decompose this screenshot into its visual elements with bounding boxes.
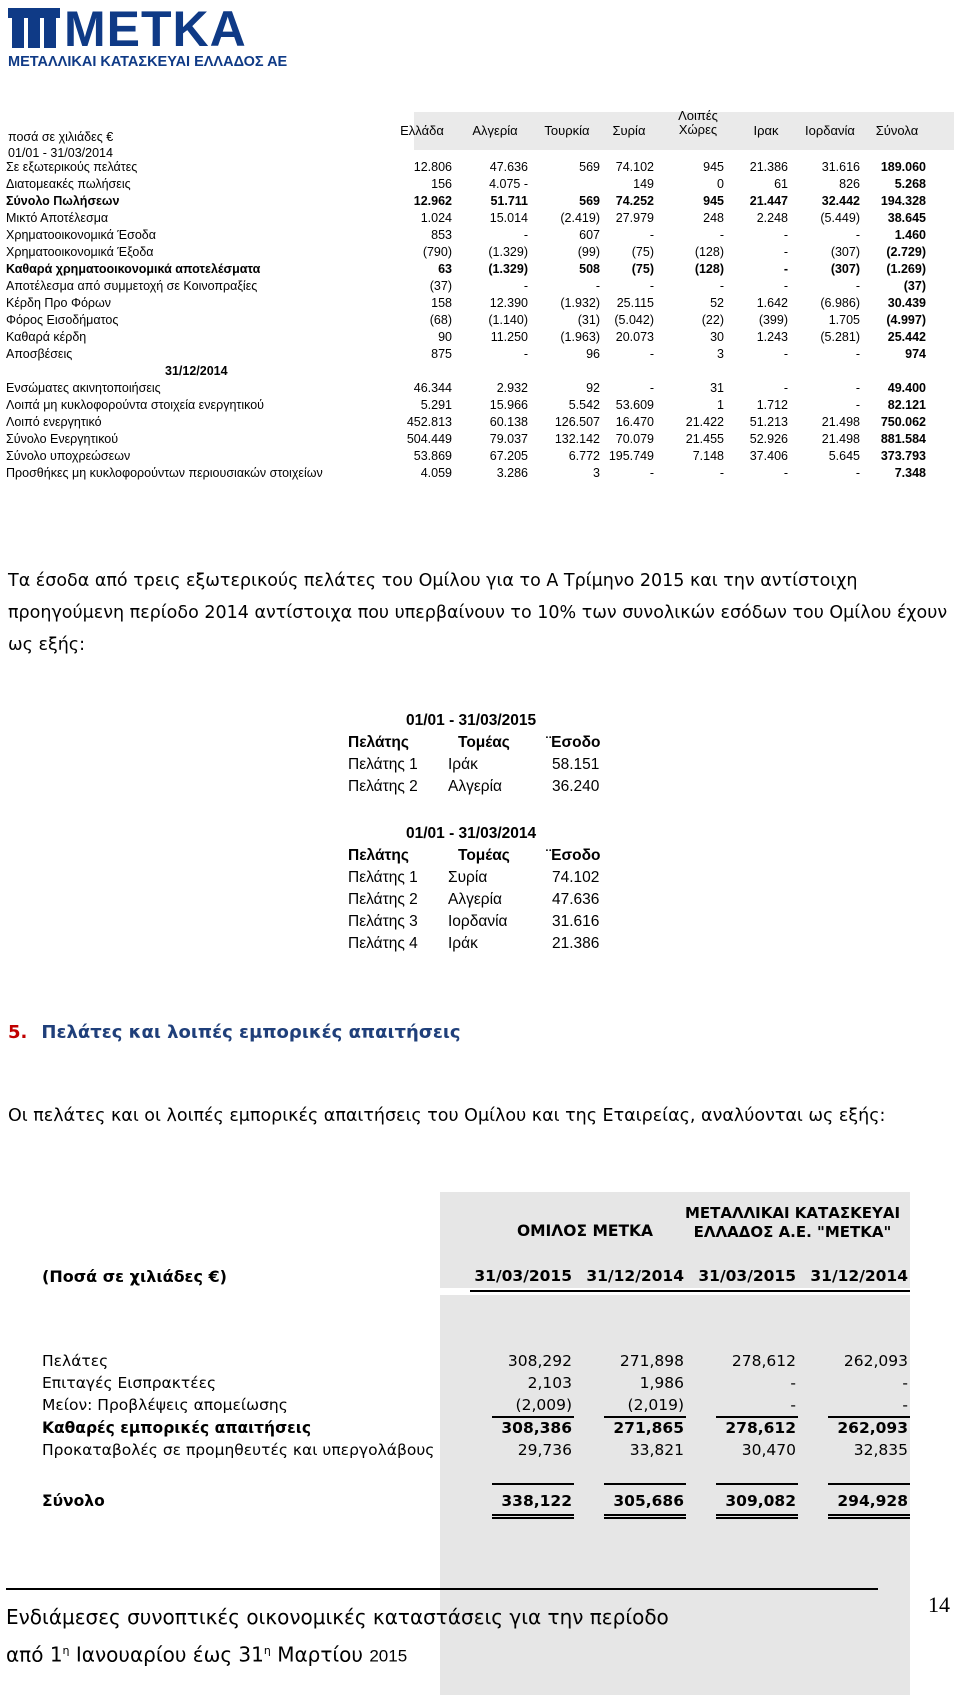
table-cell: 51.213 <box>749 415 788 429</box>
table-cell: 1.642 <box>756 296 788 310</box>
table-cell: 21.455 <box>685 432 724 446</box>
row-label: Μικτό Αποτέλεσμα <box>6 211 109 225</box>
table-cell: 21.447 <box>749 194 788 208</box>
table-cell: - <box>523 279 528 293</box>
table-cell: 945 <box>703 194 724 208</box>
table-cell: 31 <box>710 381 724 395</box>
col-header: Ιρακ <box>753 123 779 138</box>
table-cell: 0 <box>717 177 724 191</box>
table-cell: 3 <box>593 466 600 480</box>
section-number: 5. <box>8 1022 28 1043</box>
table-cell: (5.042) <box>614 313 654 327</box>
row-label: Καθαρά χρηματοοικονομικά αποτελέσματα <box>6 262 261 276</box>
table-cell: (307) <box>830 262 860 276</box>
table-cell: (2,009) <box>515 1396 572 1414</box>
table-cell: 3 <box>717 347 724 361</box>
table-cell: - <box>719 279 724 293</box>
table-cell: 25.442 <box>887 330 926 344</box>
row-label: Χρηματοοικονομικά Έξοδα <box>6 245 154 259</box>
col-header: 31/03/2015 <box>698 1267 796 1285</box>
table-cell: 30.439 <box>887 296 926 310</box>
table-cell: 11.250 <box>490 330 528 344</box>
total-row <box>40 1492 910 1512</box>
table-cell: 31.616 <box>821 160 860 174</box>
table-cell: (1.963) <box>560 330 600 344</box>
table-cell: 853 <box>431 228 452 242</box>
table-row <box>40 1374 910 1394</box>
table-cell: - <box>902 1374 908 1392</box>
col-header: 31/12/2014 <box>586 1267 684 1285</box>
table-cell: - <box>790 1374 796 1392</box>
table-cell: 25.115 <box>616 296 654 310</box>
table-cell: 30,470 <box>741 1441 796 1459</box>
client-name: Πελάτης 3 <box>348 913 418 930</box>
row-label: Λοιπά μη κυκλοφορούντα στοιχεία ενεργητικού <box>6 398 264 412</box>
table-cell: (2.419) <box>560 211 600 225</box>
table-cell: (128) <box>694 262 724 276</box>
row-label: Προσθήκες μη κυκλοφορούντων περιουσιακών στοιχείων <box>6 466 323 480</box>
table-cell: 271,898 <box>619 1352 684 1370</box>
row-label: Λοιπό ενεργητικό <box>6 415 102 429</box>
table-cell: 63 <box>438 262 452 276</box>
section-heading <box>8 1022 461 1043</box>
footer-divider <box>6 1588 878 1590</box>
table-cell: 248 <box>703 211 724 225</box>
table-cell: 67.205 <box>489 449 528 463</box>
table-row <box>0 262 960 279</box>
table-cell: 47.636 <box>489 160 528 174</box>
row-label: Μείον: Προβλέψεις απομείωσης <box>42 1396 288 1414</box>
table-cell: 21.498 <box>821 432 860 446</box>
row-label: Αποτέλεσμα από συμμετοχή σε Κοινοπραξίες <box>6 279 258 293</box>
table-cell: (22) <box>701 313 724 327</box>
unit-label: ποσά σε χιλιάδες € <box>8 130 114 144</box>
table-cell: 1.712 <box>756 398 788 412</box>
table-cell: (399) <box>758 313 788 327</box>
table-cell: 156 <box>431 177 452 191</box>
table-row <box>0 194 960 211</box>
table-cell: 37.406 <box>749 449 788 463</box>
table-cell: 132.142 <box>554 432 600 446</box>
table-cell: 189.060 <box>880 160 926 174</box>
table-row <box>0 313 960 330</box>
table-row <box>40 1352 910 1372</box>
group-header-line: ΜΕΤΑΛΛΙΚΑΙ ΚΑΤΑΣΚΕΥΑΙ <box>684 1204 901 1222</box>
col-header: Αλγερία <box>472 123 518 138</box>
table-cell: 4.075 - <box>489 177 528 191</box>
table-row <box>0 228 960 245</box>
client-revenue: 58.151 <box>552 756 600 773</box>
footer-line-2 <box>6 1634 669 1674</box>
metka-logo-icon <box>8 6 60 50</box>
table-row <box>0 279 960 296</box>
table-cell: - <box>855 347 860 361</box>
row-label: Σύνολο Ενεργητικού <box>6 432 119 446</box>
col-header: Λοιπές Χώρες <box>678 108 718 137</box>
table-cell: (75) <box>631 262 654 276</box>
table-cell: (31) <box>577 313 600 327</box>
intro-paragraph: Τα έσοδα από τρεις εξωτερικούς πελάτες του Ομίλου για το Α Τρίμηνο 2015 και την αντίστοιχη προηγούμενη περίοδο 2014 αντίστοιχα που υπερβαίνουν το 10% των συνολικών εσόδων του Ομίλου έχουν ως εξής: <box>8 571 948 655</box>
table-cell: 149 <box>633 177 654 191</box>
table-cell: 2.932 <box>496 381 528 395</box>
table-cell: 126.507 <box>554 415 600 429</box>
table-cell: 504.449 <box>406 432 452 446</box>
header-sector: Τομέας <box>458 847 510 864</box>
table-cell: 21.422 <box>685 415 724 429</box>
row-label: Κέρδη Προ Φόρων <box>6 296 112 310</box>
header-client: Πελάτης <box>348 847 409 864</box>
table-cell: 278,612 <box>725 1419 796 1437</box>
table-cell: (2.729) <box>886 245 926 259</box>
table-cell: - <box>855 398 860 412</box>
table-cell: 1.243 <box>756 330 788 344</box>
table-cell: 53.869 <box>413 449 452 463</box>
table-row <box>0 347 960 364</box>
col-header: Τουρκία <box>544 123 590 138</box>
table-cell: - <box>719 466 724 480</box>
table-cell: 51.711 <box>490 194 528 208</box>
table-cell: 15.966 <box>489 398 528 412</box>
table-cell: 74.102 <box>615 160 654 174</box>
table-cell: 5.291 <box>420 398 452 412</box>
group-header-consolidated: ΟΜΙΛΟΣ ΜΕΤΚΑ <box>516 1222 654 1240</box>
client-row <box>348 869 628 891</box>
row-label: Προκαταβολές σε προμηθευτές και υπεργολάβους <box>42 1441 435 1459</box>
table-cell: (2,019) <box>627 1396 684 1414</box>
table-cell: 53.609 <box>615 398 654 412</box>
clients-header-row <box>348 734 628 756</box>
table-cell: - <box>855 466 860 480</box>
table-cell: (1.329) <box>488 262 528 276</box>
table-cell: 569 <box>579 194 600 208</box>
table-cell: 974 <box>905 347 926 361</box>
col-header: Σύνολα <box>875 123 919 138</box>
table-cell: 569 <box>579 160 600 174</box>
table-cell: 875 <box>431 347 452 361</box>
row-label: Πελάτες <box>42 1352 109 1370</box>
table-cell: 46.344 <box>413 381 452 395</box>
table-cell: 6.772 <box>568 449 600 463</box>
table-cell: (37) <box>429 279 452 293</box>
client-name: Πελάτης 1 <box>348 869 418 886</box>
table-row <box>0 211 960 228</box>
table-cell: 338,122 <box>501 1492 572 1510</box>
table-cell: - <box>719 228 724 242</box>
table-cell: 92 <box>586 381 600 395</box>
table-cell: - <box>783 262 788 276</box>
row-label: Χρηματοοικονομικά Έσοδα <box>6 228 156 242</box>
table-cell: 15.014 <box>489 211 528 225</box>
table-cell: 945 <box>703 160 724 174</box>
table-cell: (1.329) <box>488 245 528 259</box>
table-cell: - <box>783 347 788 361</box>
table-cell: - <box>783 279 788 293</box>
table-row <box>0 449 960 466</box>
table-cell: 12.962 <box>413 194 452 208</box>
table-cell: 49.400 <box>887 381 926 395</box>
row-label: Επιταγές Εισπρακτέες <box>42 1374 217 1392</box>
table-cell: (6.986) <box>820 296 860 310</box>
table-cell: 262,093 <box>837 1419 908 1437</box>
group-header-company <box>675 1204 910 1242</box>
table-cell: 7.348 <box>894 466 926 480</box>
client-sector: Ιράκ <box>448 935 478 952</box>
table-cell: 16.470 <box>615 415 654 429</box>
footer-line-1: Ενδιάμεσες συνοπτικές οικονομικές καταστάσεις για την περίοδο <box>6 1605 669 1629</box>
client-sector: Αλγερία <box>448 891 502 908</box>
client-revenue: 47.636 <box>552 891 600 908</box>
row-label: Σύνολο Πωλήσεων <box>6 194 120 208</box>
table-cell: 271,865 <box>613 1419 684 1437</box>
table-cell: 61 <box>774 177 788 191</box>
row-label: Σύνολο <box>42 1492 105 1510</box>
table-row <box>0 245 960 262</box>
table-cell: 305,686 <box>613 1492 684 1510</box>
table-cell: - <box>783 381 788 395</box>
footer-part: από 1 <box>6 1642 63 1667</box>
company-logo <box>8 1 288 70</box>
table-cell: 309,082 <box>725 1492 796 1510</box>
table-cell: (5.449) <box>820 211 860 225</box>
logo-name: METKA <box>64 1 247 57</box>
client-revenue: 36.240 <box>552 778 600 795</box>
table-cell: 607 <box>579 228 600 242</box>
table-cell: 4.059 <box>420 466 452 480</box>
col-header: Συρία <box>612 123 646 138</box>
table-row <box>40 1441 910 1461</box>
table-cell: 7.148 <box>692 449 724 463</box>
table-cell: 82.121 <box>887 398 926 412</box>
table-row <box>0 330 960 347</box>
row-label: Σε εξωτερικούς πελάτες <box>6 160 138 174</box>
row-label: Διατομεακές πωλήσεις <box>6 177 131 191</box>
table-cell: 5.645 <box>828 449 860 463</box>
footer-part: Ιανουαρίου έως 31 <box>69 1642 264 1667</box>
table-cell: (4.997) <box>886 313 926 327</box>
footer-text <box>6 1600 669 1674</box>
client-revenue: 31.616 <box>552 913 600 930</box>
client-sector: Συρία <box>448 869 488 886</box>
table-cell: (790) <box>422 245 452 259</box>
table-cell: (75) <box>631 245 654 259</box>
table-cell: 74.252 <box>615 194 654 208</box>
table-cell: - <box>855 381 860 395</box>
table-cell: - <box>783 245 788 259</box>
table-cell: 308,386 <box>501 1419 572 1437</box>
table-cell: 373.793 <box>880 449 926 463</box>
table-cell: - <box>783 228 788 242</box>
col-header: Ελλάδα <box>400 123 444 138</box>
table-cell: 1.460 <box>894 228 926 242</box>
table-cell: 70.079 <box>615 432 654 446</box>
table-cell: 750.062 <box>880 415 926 429</box>
table-cell: - <box>649 228 654 242</box>
table-cell: 32.442 <box>821 194 860 208</box>
client-name: Πελάτης 2 <box>348 778 418 795</box>
row-label: Ενσώματες ακινητοποιήσεις <box>6 381 161 395</box>
table-cell: 20.073 <box>615 330 654 344</box>
table-cell: 52.926 <box>749 432 788 446</box>
table-cell: 12.390 <box>489 296 528 310</box>
section-title: Πελάτες και λοιπές εμπορικές απαιτήσεις <box>41 1022 461 1043</box>
table-cell: 60.138 <box>489 415 528 429</box>
table-cell: - <box>523 228 528 242</box>
table-cell: - <box>855 228 860 242</box>
client-sector: Ιορδανία <box>448 913 508 930</box>
clients-header-row <box>348 847 628 869</box>
table-cell: 3.286 <box>496 466 528 480</box>
client-sector: Ιράκ <box>448 756 478 773</box>
table-cell: (99) <box>577 245 600 259</box>
client-name: Πελάτης 2 <box>348 891 418 908</box>
table-cell: 90 <box>438 330 452 344</box>
row-label: Σύνολο υποχρεώσεων <box>6 449 131 463</box>
header-sector: Τομέας <box>458 734 510 751</box>
table-cell: 32,835 <box>853 1441 908 1459</box>
table-cell: 1.024 <box>420 211 452 225</box>
table-cell: (1.269) <box>886 262 926 276</box>
table-row <box>0 160 960 177</box>
period-label: 01/01 - 31/03/2014 <box>8 146 113 160</box>
table-cell: 5.542 <box>568 398 600 412</box>
table-cell: (68) <box>429 313 452 327</box>
table-cell: 826 <box>839 177 860 191</box>
table-cell: 452.813 <box>406 415 452 429</box>
table-cell: (37) <box>903 279 926 293</box>
footer-year: 2015 <box>369 1646 408 1666</box>
table-cell: 1.705 <box>828 313 860 327</box>
client-name: Πελάτης 4 <box>348 935 418 952</box>
header-client: Πελάτης <box>348 734 409 751</box>
table-cell: 30 <box>710 330 724 344</box>
footer-part: Μαρτίου <box>270 1642 370 1667</box>
client-row <box>348 756 628 778</box>
client-row <box>348 935 628 957</box>
table-row <box>0 398 960 415</box>
client-revenue: 21.386 <box>552 935 600 952</box>
table-cell: 881.584 <box>880 432 926 446</box>
logo-subtitle: ΜΕΤΑΛΛΙΚΑΙ ΚΑΤΑΣΚΕΥΑΙ ΕΛΛΑΔΟΣ ΑΕ <box>8 54 288 70</box>
client-sector: Αλγερία <box>448 778 502 795</box>
table-cell: - <box>790 1396 796 1414</box>
header-revenue: ¨Εσοδο <box>546 734 601 751</box>
table-cell: - <box>595 279 600 293</box>
table-row <box>0 432 960 449</box>
group-header-line: ΕΛΛΑΔΟΣ Α.Ε. "ΜΕΤΚΑ" <box>693 1223 892 1241</box>
table-cell: 29,736 <box>517 1441 572 1459</box>
table-cell: 52 <box>710 296 724 310</box>
receivables-table <box>40 1192 910 1510</box>
table-cell: - <box>649 381 654 395</box>
table-cell: 33,821 <box>629 1441 684 1459</box>
table-cell: 2,103 <box>527 1374 572 1392</box>
footer-sup: η <box>263 1644 271 1657</box>
table-cell: 2.248 <box>756 211 788 225</box>
table-row <box>40 1419 910 1439</box>
period-label: 01/01 - 31/03/2014 <box>406 825 537 842</box>
table-cell: 262,093 <box>843 1352 908 1370</box>
table-cell: 194.328 <box>880 194 926 208</box>
table-row <box>0 381 960 398</box>
table-cell: - <box>523 347 528 361</box>
table-cell: 1,986 <box>639 1374 684 1392</box>
table-row <box>40 1396 910 1416</box>
row-label: Αποσβέσεις <box>6 347 73 361</box>
subheader-date: 31/12/2014 <box>165 364 228 378</box>
table-cell: 38.645 <box>887 211 926 225</box>
client-revenue: 74.102 <box>552 869 600 886</box>
period-label: 01/01 - 31/03/2015 <box>406 712 537 729</box>
unit-label: (Ποσά σε χιλιάδες €) <box>42 1267 227 1286</box>
segment-table-header <box>0 108 960 160</box>
client-row <box>348 778 628 800</box>
table-cell: (5.281) <box>820 330 860 344</box>
table-cell: - <box>649 279 654 293</box>
footer-sup: η <box>62 1644 70 1657</box>
row-label: Καθαρά κέρδη <box>6 330 87 344</box>
table-cell: 12.806 <box>413 160 452 174</box>
table-cell: 278,612 <box>731 1352 796 1370</box>
table-cell: 21.498 <box>821 415 860 429</box>
table-cell: - <box>855 279 860 293</box>
table-cell: 79.037 <box>489 432 528 446</box>
col-header: 31/12/2014 <box>810 1267 908 1285</box>
table-cell: 27.979 <box>615 211 654 225</box>
row-label: Καθαρές εμπορικές απαιτήσεις <box>42 1419 312 1437</box>
table-cell: 21.386 <box>749 160 788 174</box>
page-number: 14 <box>928 1592 950 1617</box>
table-cell: 508 <box>579 262 600 276</box>
table-cell: - <box>649 466 654 480</box>
table-row <box>0 415 960 432</box>
table-cell: 5.268 <box>894 177 926 191</box>
table-cell: 294,928 <box>837 1492 908 1510</box>
client-row <box>348 913 628 935</box>
row-label: Φόρος Εισοδήματος <box>6 313 119 327</box>
header-revenue: ¨Εσοδο <box>546 847 601 864</box>
table-row <box>0 466 960 483</box>
receivables-paragraph: Οι πελάτες και οι λοιπές εμπορικές απαιτήσεις του Ομίλου και της Εταιρείας, αναλύονται ως εξής: <box>8 1106 886 1126</box>
client-row <box>348 891 628 913</box>
table-cell: 195.749 <box>608 449 654 463</box>
table-cell: 308,292 <box>507 1352 572 1370</box>
table-cell: (1.140) <box>488 313 528 327</box>
table-cell: (128) <box>694 245 724 259</box>
table-row <box>0 177 960 194</box>
table-cell: 158 <box>431 296 452 310</box>
table-row <box>0 296 960 313</box>
col-header: Ιορδανία <box>805 123 855 138</box>
table-cell: 1 <box>717 398 724 412</box>
col-header: 31/03/2015 <box>474 1267 572 1285</box>
table-cell: 96 <box>586 347 600 361</box>
table-cell: (1.932) <box>560 296 600 310</box>
table-cell: - <box>649 347 654 361</box>
table-cell: - <box>902 1396 908 1414</box>
client-name: Πελάτης 1 <box>348 756 418 773</box>
table-cell: - <box>783 466 788 480</box>
table-cell: (307) <box>830 245 860 259</box>
